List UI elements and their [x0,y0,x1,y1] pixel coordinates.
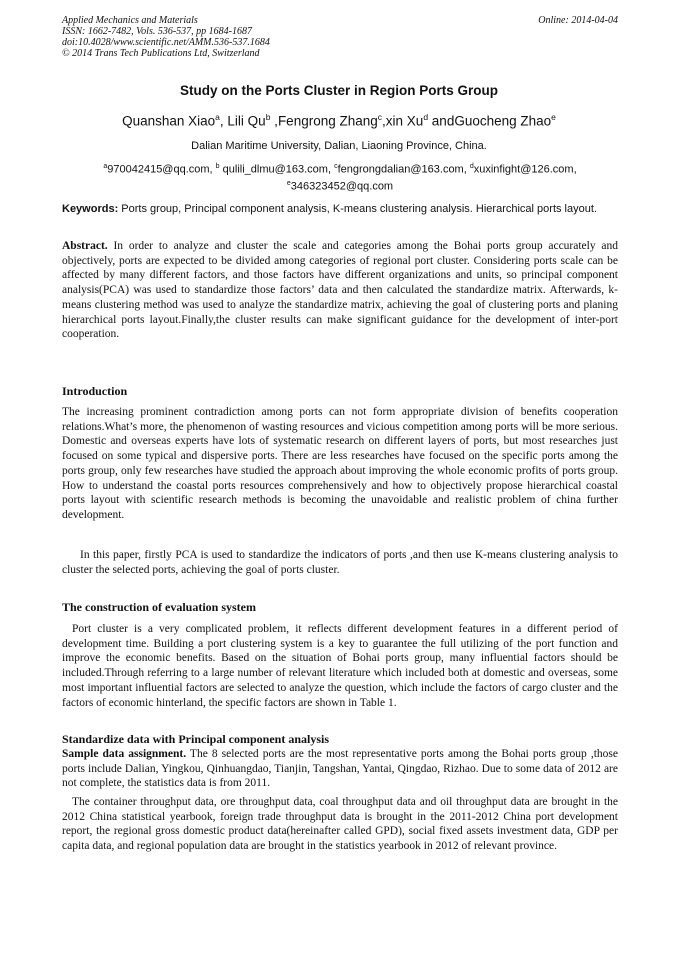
journal-header [62,15,618,59]
author-sep: , [382,113,386,129]
sample-data-text: The 8 selected ports are the most representative ports among the Bohai ports group ,those ports include Dalian, Yingkou, Qinhuangdao, Tianjin, Tangshan, Yantai, Qingdao, Rizhao. Due to some data of 2012 are not complete, the statistics data is from 2011. [62,748,618,790]
doi-line: doi:10.4028/www.scientific.net/AMM.536-537.1684 [62,37,270,48]
introduction-paragraph-1: The increasing prominent contradiction among ports can not form appropriate division of benefits cooperation relations.What’s more, the phenomenon of wasting resources and vicious competition among ports will be more serious. Domestic and overseas experts have lots of systematic research on different layers of ports, but most researches just focused on some typical and dispersive ports. There are less researches have focused on the specific ports among the ports group, only few researches have studied the approach about improving the whole economic profits of ports group. How to understand the coastal ports resources comprehensively and how to objectively propose hierarchical coastal ports layout with scientific research methods is becoming the unavoidable and realistic problem of china further development. [62,406,618,521]
email-sup: e [286,179,291,187]
email-sup: c [334,163,338,170]
paper-title: Study on the Ports Cluster in Region Ports Group [179,83,498,98]
author-name: Fengrong Zhang [277,113,378,129]
online-date: Online: 2014-04-04 [538,15,618,26]
email-sup: d [469,163,474,170]
author-sep: , [270,113,278,129]
keywords-text: Ports group, Principal component analysis, K-means clustering analysis. Hierarchical ports layout. [118,203,597,215]
author-list [0,112,678,129]
author-name: Quanshan Xiao [122,113,216,129]
email-sup: b [215,163,220,170]
introduction-paragraph-2: In this paper, firstly PCA is used to standardize the indicators of ports ,and then use K-means clustering analysis to cluster the selected ports, achieving the goal of ports cluster. [62,549,618,576]
email-sup: a [103,163,108,170]
author-sup: e [551,112,556,122]
issn-line: ISSN: 1662-7482, Vols. 536-537, pp 1684-1687 [62,26,252,37]
keywords-label: Keywords: [62,203,119,215]
affiliation: Dalian Maritime University, Dalian, Liaoning Province, China. [191,140,487,152]
abstract-text: In order to analyze and cluster the scale and categories among the Bohai ports group accurately and objectively, ports are expected to be divided among categories of regional port cluster. Considering ports scale can be affected by many different factors, and those factors have different organizations and units, so principal component analysis(PCA) was used to standardize those factors’ data and then calculated the standardize matrix. Afterwards, k-means clustering method was used to analyze the standardize matrix, achieving the goal of clustering ports and planing hierarchical ports layout.Finally,the cluster results can make significant guidance for the development of inter-port cooperation. [62,240,618,341]
author-sep: and [428,113,455,129]
subsection-heading-pca: Standardize data with Principal component analysis [62,732,330,746]
author-name: Lili Qu [227,113,266,129]
author-sep: , [219,113,228,129]
evaluation-paragraph-1: Port cluster is a very complicated problem, it reflects different development features in a different period of development time. Building a port clustering system is a key to guarantee the full utilizing of the port function and improve the economic benefits. Based on the situation of Bohai ports group, many influential factors should be included.Through referring to a large number of relevant literature which included both at domestic and overseas, some most important influential factors are selected to analyze the question, which include the factors of cargo cluster and the factors of economic hinterland, the specific factors are shown in Table 1. [62,623,618,709]
email-link[interactable]: xuxinfight@126.com, [473,163,577,176]
email-link[interactable]: fengrongdalian@163.com, [337,163,470,176]
author-sup: a [215,112,220,122]
journal-name: Applied Mechanics and Materials [62,15,198,26]
data-sources-paragraph: The container throughput data, ore throughput data, coal throughput data and oil throughput data are brought in the 2012 China statistical yearbook, foreign trade throughput data is brought in the 2011-2012 China port development report, the regional gross domestic product data(hereinafter called GPD), social fixed assets investment data, GDP per capita data, and regional population data are brought in the statistics yearbook in 2012 of relevant province. [62,796,618,853]
section-heading-introduction: Introduction [62,384,128,398]
keywords [62,202,618,216]
sample-data-label: Sample data assignment. [62,748,187,760]
author-sup: d [423,112,429,122]
author-sup: b [265,112,271,122]
abstract [62,239,618,342]
copyright-line: © 2014 Trans Tech Publications Ltd, Switzerland [62,48,260,59]
sample-data-paragraph [62,747,618,791]
author-name: Guocheng Zhao [454,113,552,129]
email-link[interactable]: qulili_dlmu@163.com, [219,163,335,176]
author-name: xin Xu [385,113,424,129]
email-link[interactable]: 970042415@qq.com, [107,163,216,176]
abstract-label: Abstract. [62,240,108,252]
email-link[interactable]: 346323452@qq.com [290,180,394,193]
email-list [62,160,618,193]
author-sup: c [377,112,383,122]
section-heading-evaluation: The construction of evaluation system [62,600,256,614]
